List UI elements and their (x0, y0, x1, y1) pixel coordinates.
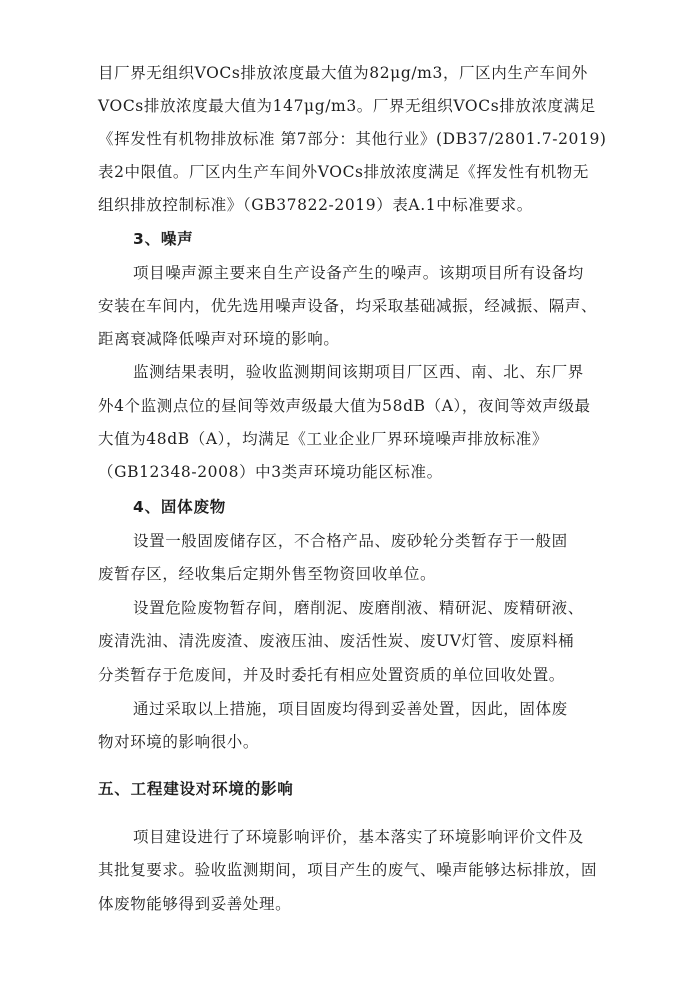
section-heading-solid-waste: 4、固体废物 (133, 498, 227, 516)
text-line: 监测结果表明，验收监测期间该期项目厂区西、南、北、东厂界 (133, 363, 584, 381)
text-line: 其批复要求。验收监测期间，项目产生的废气、噪声能够达标排放，固 (98, 861, 598, 879)
text-line: 废暂存区，经收集后定期外售至物资回收单位。 (98, 565, 437, 583)
section-heading-noise: 3、噪声 (133, 230, 194, 248)
text-line: 体废物能够得到妥善处理。 (98, 895, 292, 913)
text-line: 表2中限值。厂区内生产车间外VOCs排放浓度满足《挥发性有机物无 (98, 163, 590, 181)
text-line: 安装在车间内，优先选用噪声设备，均采取基础减振，经减振、隔声、 (98, 297, 598, 315)
text-line: 项目建设进行了环境影响评价，基本落实了环境影响评价文件及 (133, 828, 584, 846)
text-line: （GB12348-2008）中3类声环境功能区标准。 (98, 463, 443, 481)
text-line: VOCs排放浓度最大值为147μg/m3。厂界无组织VOCs排放浓度满足 (98, 97, 596, 115)
text-line: 大值为48dB（A），均满足《工业企业厂界环境噪声排放标准》 (98, 430, 548, 448)
text-line: 项目噪声源主要来自生产设备产生的噪声。该期项目所有设备均 (133, 264, 584, 282)
text-line: 组织排放控制标准》（GB37822-2019）表A.1中标准要求。 (98, 196, 533, 214)
text-line: 废清洗油、清洗废渣、废液压油、废活性炭、废UV灯管、废原料桶 (98, 632, 575, 650)
text-line: 外4个监测点位的昼间等效声级最大值为58dB（A），夜间等效声级最 (98, 397, 591, 415)
text-line: 设置一般固废储存区，不合格产品、废砂轮分类暂存于一般固 (133, 532, 568, 550)
text-line: 通过采取以上措施，项目固废均得到妥善处置，因此，固体废 (133, 700, 568, 718)
text-line: 分类暂存于危废间，并及时委托有相应处置资质的单位回收处置。 (98, 666, 565, 684)
text-line: 距离衰减降低噪声对环境的影响。 (98, 330, 340, 348)
text-line: 《挥发性有机物排放标准 第7部分：其他行业》(DB37/2801.7-2019) (98, 130, 607, 148)
text-line: 物对环境的影响很小。 (98, 733, 260, 751)
text-line: 设置危险废物暂存间，磨削泥、废磨削液、精研泥、废精研液、 (133, 599, 584, 617)
text-line: 目厂界无组织VOCs排放浓度最大值为82μg/m3，厂区内生产车间外 (98, 64, 588, 82)
section-heading-five: 五、工程建设对环境的影响 (98, 780, 294, 798)
